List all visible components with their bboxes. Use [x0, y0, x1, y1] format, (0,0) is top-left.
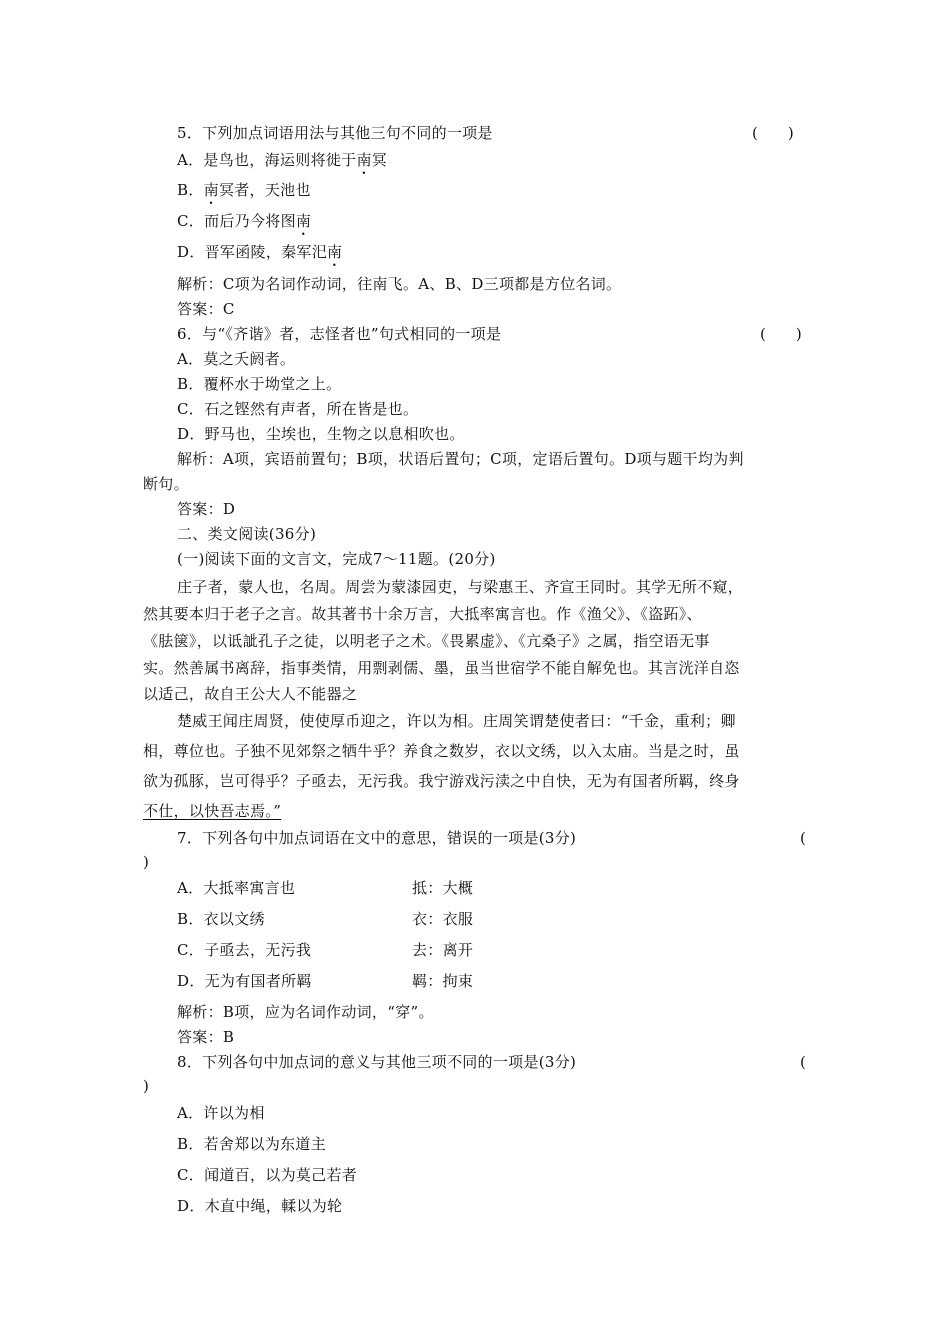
q7-option-a-gloss: 抵：大概 — [412, 879, 474, 897]
passage-p1-line4: 实。然善属书离辞，指事类情，用剽剥儒、墨，虽当世宿学不能自解免也。其言洸洋自恣 — [143, 659, 740, 677]
passage-p2-line2: 相，尊位也。子独不见郊祭之牺牛乎？养食之数岁，衣以文绣，以入太庙。当是之时，虽 — [143, 742, 740, 760]
section-instruction: (一)阅读下面的文言文，完成7～11题。(20分) — [177, 550, 496, 568]
q7-option-d-gloss: 羁：拘束 — [412, 972, 474, 990]
section-heading: 二、类文阅读(36分) — [177, 525, 317, 543]
q7-paren-close: ) — [143, 853, 149, 871]
q7-option-d: D．无为有国者所羁 — [177, 972, 312, 990]
q8-stem: 8．下列各句中加点词的意义与其他三项不同的一项是(3分) — [177, 1053, 577, 1071]
q7-stem: 7．下列各句中加点词语在文中的意思，错误的一项是(3分) — [177, 829, 577, 847]
q5-option-b: B．南冥者，天池也 — [177, 181, 311, 199]
q7-answer: 答案：B — [177, 1028, 235, 1046]
passage-p1-line5: 以适己，故自王公大人不能器之 — [143, 685, 358, 703]
q7-paren-open: ( — [800, 829, 806, 847]
q6-option-d: D．野马也，尘埃也，生物之以息相吹也。 — [177, 425, 465, 443]
q6-analysis-line2: 断句。 — [143, 475, 189, 493]
passage-p1-line3: 《胠箧》，以诋訿孔子之徒，以明老子之术。《畏累虚》、《亢桑子》之属，指空语无事 — [143, 632, 710, 650]
q6-option-c: C．石之铿然有声者，所在皆是也。 — [177, 400, 419, 418]
q6-analysis-line1: 解析：A项，宾语前置句；B项，状语后置句；C项，定语后置句。D项与题干均为判 — [177, 450, 744, 468]
q5-answer: 答案：C — [177, 300, 235, 318]
q7-option-c: C．子亟去，无污我 — [177, 941, 312, 959]
q8-option-a: A．许以为相 — [177, 1104, 265, 1122]
q6-option-a: A．莫之夭阏者。 — [177, 350, 296, 368]
q6-answer-paren: ( ) — [760, 325, 802, 343]
q6-stem: 6．与“《齐谐》者，志怪者也”句式相同的一项是 — [177, 325, 502, 343]
passage-p2-line4: 不仕，以快吾志焉。” — [143, 802, 282, 820]
q8-option-b: B．若舍郑以为东道主 — [177, 1135, 327, 1153]
passage-p1-line2: 然其要本归于老子之言。故其著书十余万言，大抵率寓言也。作《渔父》、《盗跖》、 — [143, 605, 702, 623]
q6-option-b: B．覆杯水于坳堂之上。 — [177, 375, 342, 393]
q6-answer: 答案：D — [177, 500, 236, 518]
q5-option-c: C．而后乃今将图南 — [177, 212, 312, 230]
q8-paren-close: ) — [143, 1077, 149, 1095]
passage-p2-line3: 欲为孤豚，岂可得乎？子亟去，无污我。我宁游戏污渎之中自快，无为有国者所羁，终身 — [143, 772, 740, 790]
q5-analysis: 解析：C项为名词作动词，往南飞。A、B、D三项都是方位名词。 — [177, 275, 622, 293]
passage-p2-line1: 楚威王闻庄周贤，使使厚币迎之，许以为相。庄周笑谓楚使者曰：“千金，重利；卿 — [177, 712, 736, 730]
q5-option-d: D．晋军函陵，秦军汜南 — [177, 243, 343, 261]
q8-paren-open: ( — [800, 1053, 806, 1071]
q7-option-b-gloss: 衣：衣服 — [412, 910, 474, 928]
q7-analysis: 解析：B项，应为名词作动词，“穿”。 — [177, 1003, 434, 1021]
q5-answer-paren: ( ) — [752, 124, 794, 142]
q8-option-c: C．闻道百，以为莫己若者 — [177, 1166, 358, 1184]
passage-p1-line1: 庄子者，蒙人也，名周。周尝为蒙漆园吏，与梁惠王、齐宣王同时。其学无所不窥， — [177, 578, 744, 596]
q7-option-b: B．衣以文绣 — [177, 910, 265, 928]
q5-stem: 5．下列加点词语用法与其他三句不同的一项是 — [177, 124, 493, 142]
q7-option-a: A．大抵率寓言也 — [177, 879, 296, 897]
q7-option-c-gloss: 去：离开 — [412, 941, 474, 959]
q5-option-a: A．是鸟也，海运则将徙于南冥 — [177, 151, 388, 169]
q8-option-d: D．木直中绳，輮以为轮 — [177, 1197, 343, 1215]
